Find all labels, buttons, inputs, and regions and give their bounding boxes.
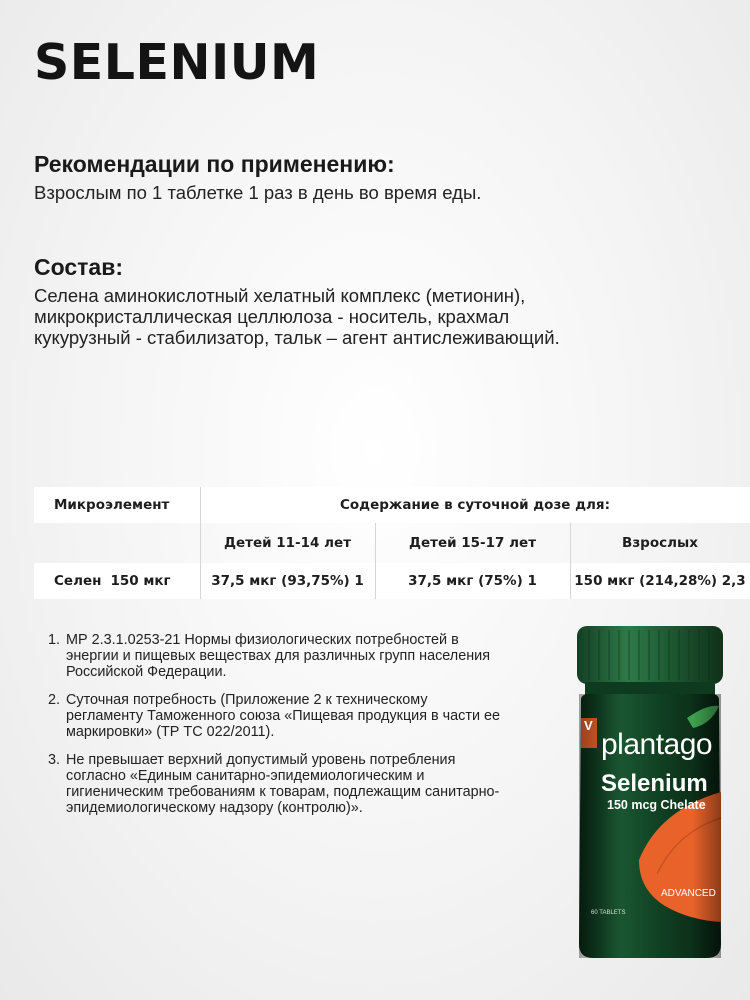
usage-section <box>34 150 724 203</box>
table-subheader: Взрослых <box>622 535 698 551</box>
bottle-badge: V <box>584 718 593 733</box>
table-value: 150 мкг (214,28%) 2,3 <box>574 573 746 589</box>
bottle-brand: plantago <box>601 728 713 761</box>
bottle-line: ADVANCED <box>661 888 716 899</box>
product-bottle-image <box>569 622 731 962</box>
composition-line: кукурузный - стабилизатор, тальк – агент антислеживающий. <box>34 327 560 348</box>
footnote-item: 1. МР 2.3.1.0253-21 Нормы физиологических потребностей в энергии и пищевых веществах для различных групп населения Российской Федерации. <box>64 632 504 680</box>
footnotes-list <box>34 632 504 828</box>
composition-text <box>34 285 724 348</box>
nutrient-name: Селен <box>54 573 102 589</box>
footnote-item: 2. Суточная потребность (Приложение 2 к техническому регламенту Таможенного союза «Пищевая продукция в части ее маркировки» (ТР ТС 022/2011). <box>64 692 504 740</box>
table-header-group: Содержание в суточной дозе для: <box>340 497 610 513</box>
composition-heading: Состав: <box>34 254 124 280</box>
table-subheader: Детей 15-17 лет <box>408 535 537 551</box>
bottle-dose: 150 mcg Chelate <box>607 798 706 812</box>
nutrient-amount: 150 мкг <box>110 573 171 589</box>
usage-text: Взрослым по 1 таблетке 1 раз в день во время еды. <box>34 182 482 203</box>
nutrient-table <box>34 487 750 599</box>
usage-heading: Рекомендации по применению: <box>34 151 395 177</box>
composition-line: Селена аминокислотный хелатный комплекс (метионин), <box>34 285 526 306</box>
composition-section <box>34 253 724 348</box>
page-title: SELENIUM <box>34 34 320 91</box>
table-row-name <box>54 563 171 599</box>
bottle-count: 60 TABLETS <box>591 910 626 916</box>
composition-line: микрокристаллическая целлюлоза - носитель, крахмал <box>34 306 510 327</box>
table-subheader: Детей 11-14 лет <box>223 535 352 551</box>
table-value: 37,5 мкг (93,75%) 1 <box>211 573 364 589</box>
bottle-product: Selenium <box>601 770 708 797</box>
table-value: 37,5 мкг (75%) 1 <box>408 573 537 589</box>
footnote-item: 3. Не превышает верхний допустимый уровень потребления согласно «Единым санитарно-эпидемиологическим и гигиеническим требованиям к товарам, подлежащим санитарно-эпидемиологическому надзору (контролю)». <box>64 752 504 816</box>
table-header-element: Микроэлемент <box>54 497 170 513</box>
